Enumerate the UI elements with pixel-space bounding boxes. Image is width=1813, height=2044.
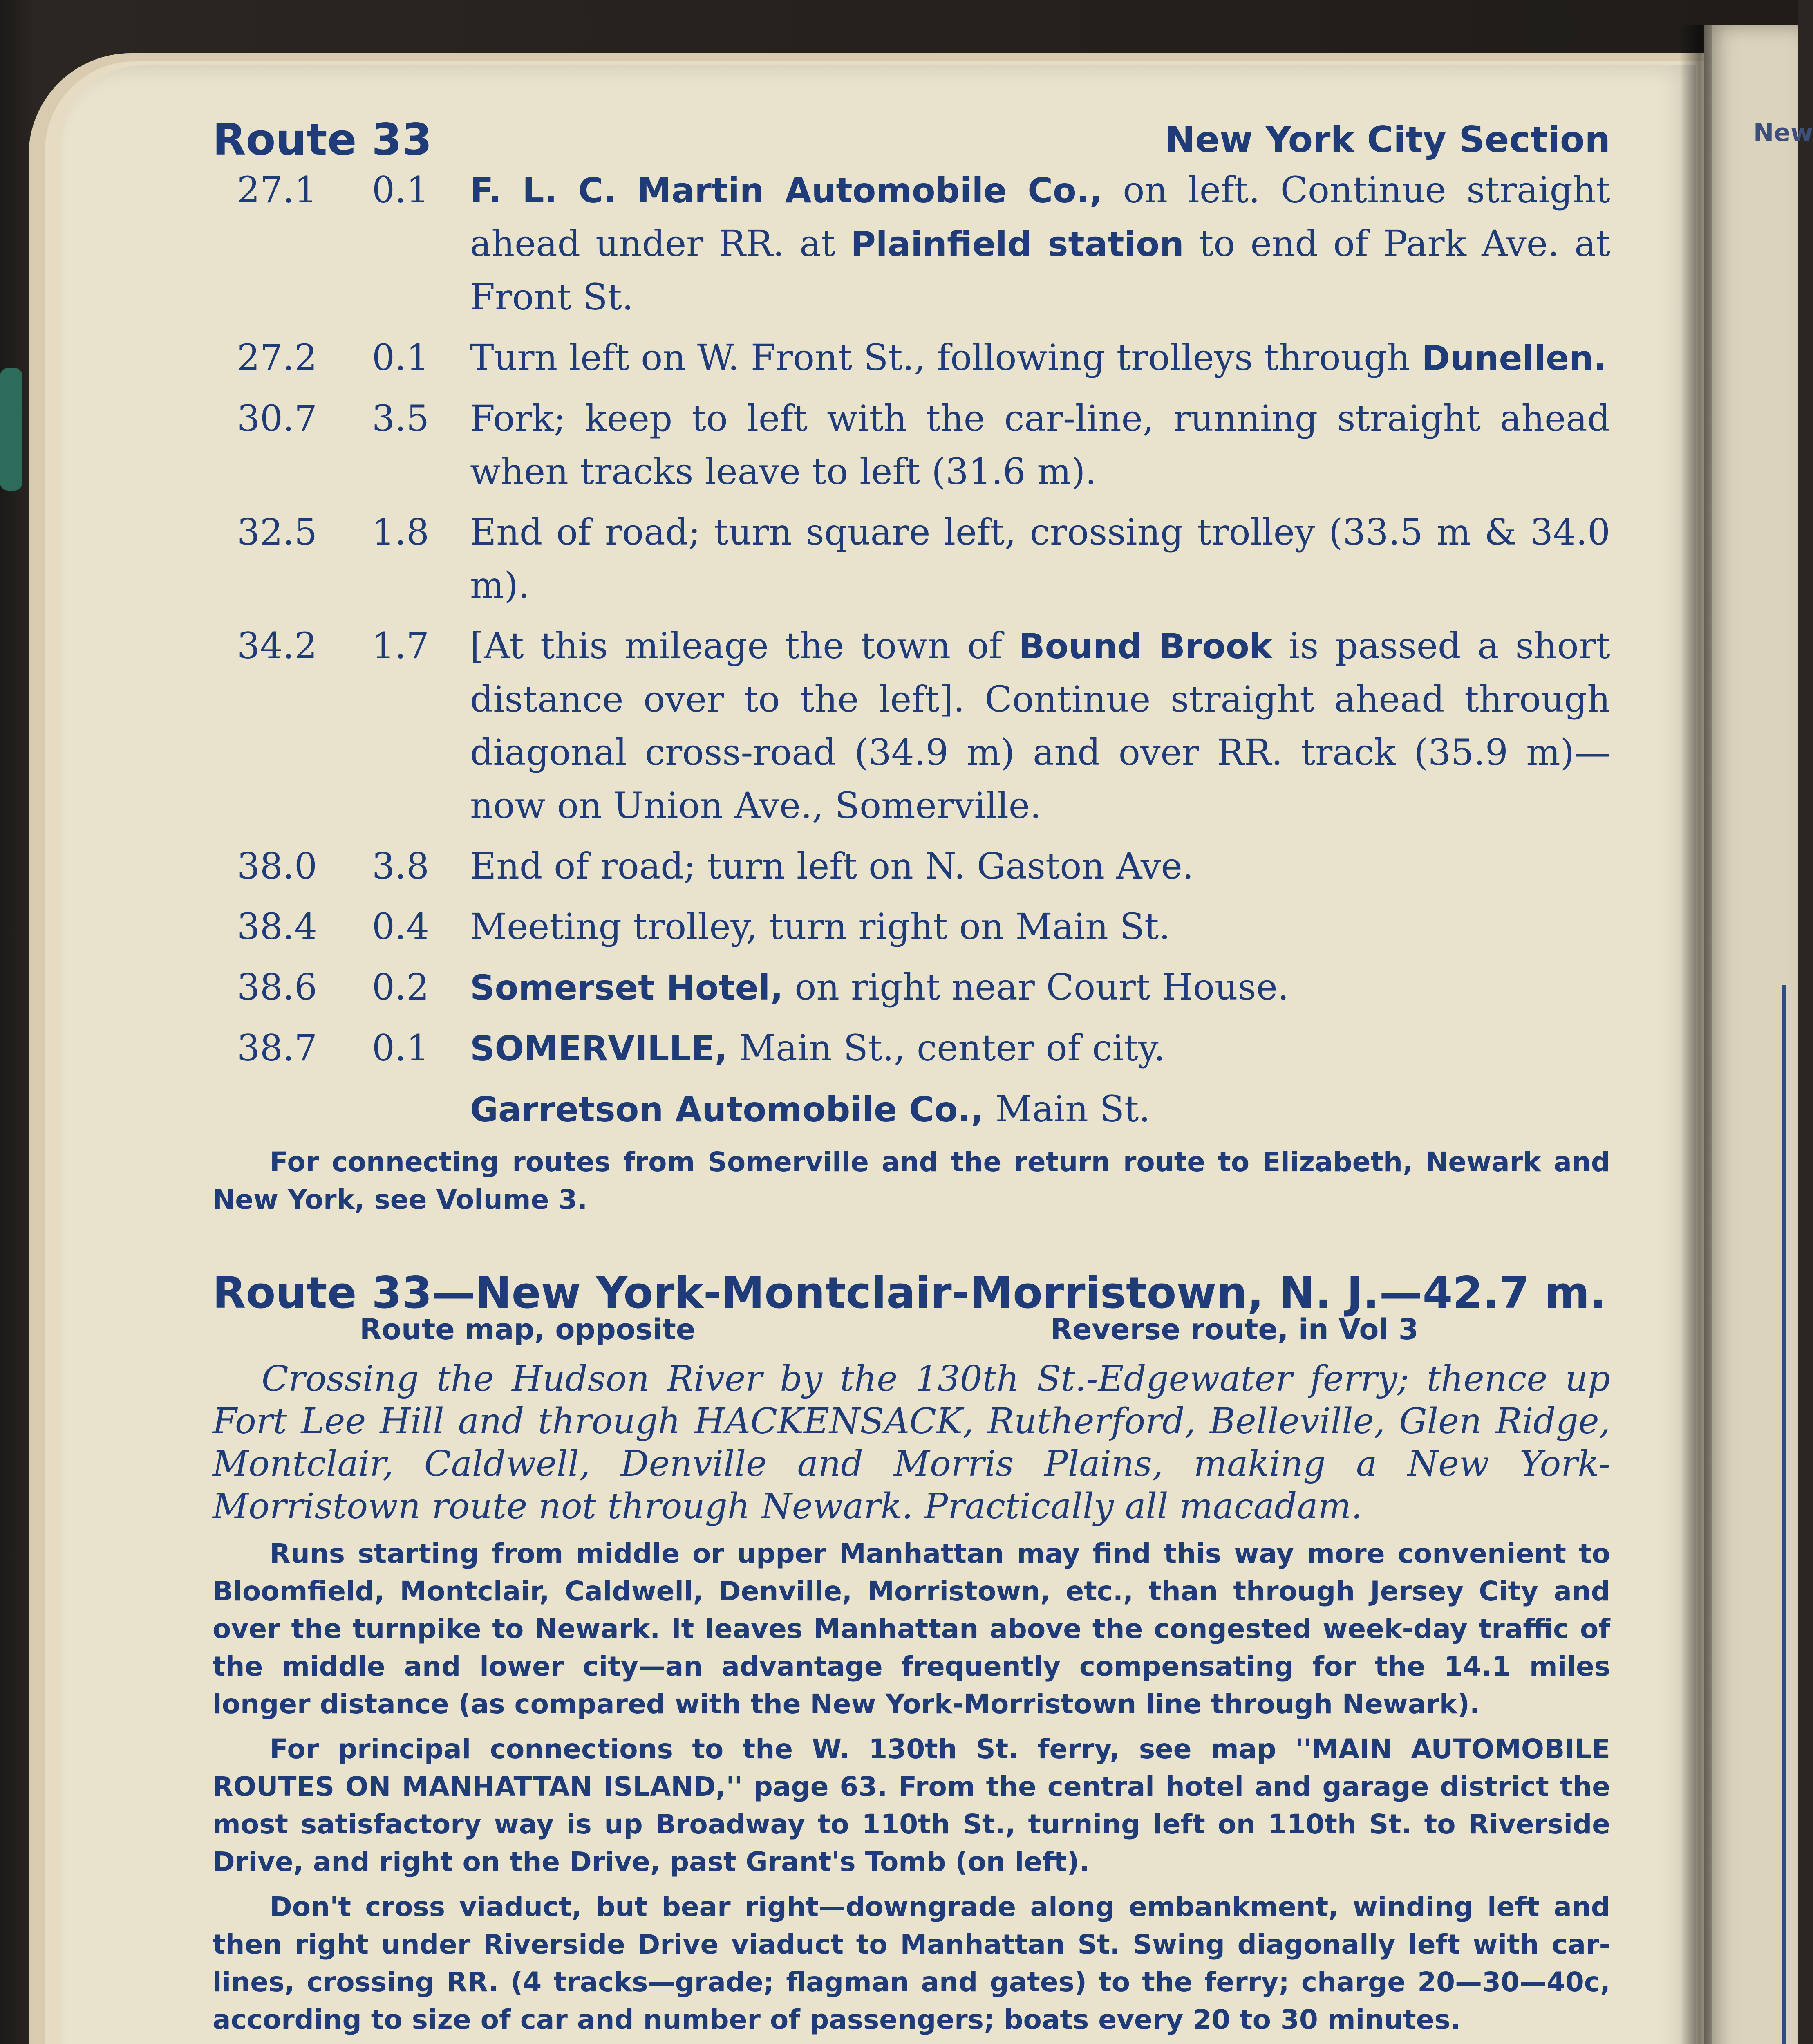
intermediate-mileage: 1.7 [372, 625, 429, 667]
intermediate-mileage: 0.2 [372, 966, 429, 1008]
total-mileage: 32.5 [237, 511, 317, 553]
connecting-routes-note: For connecting routes from Somerville and the return route to Elizabeth, Newark and New York, see Volume 3. [213, 1146, 1610, 1215]
entry-text: Turn left on W. Front St., following trolleys through Dunellen. [470, 336, 1607, 379]
route-entry [213, 840, 1610, 893]
entry-text: Somerset Hotel, on right near Court House. [470, 966, 1289, 1008]
route-entry [213, 900, 1610, 953]
route-entry [213, 164, 1610, 324]
route-entry [213, 1022, 1610, 1075]
paragraph: Runs starting from middle or upper Manhattan may find this way more convenient to Bloomfield, Montclair, Caldwell, Denville, Morristown, etc., than through Jersey City and over the turnpike to Newark. It leaves Manhattan above the congested week-day traffic of the middle and lower city—an advantage frequently compensating for the 14.1 miles longer distance (as compared with the New York-Morristown line through Newark). [213, 1538, 1610, 1720]
entry-text: [At this mileage the town of Bound Brook is passed a short distance over to the left]. Continue straight ahead through diagonal cross-road (34.9 m) and over RR. track (35.9 m)—now on Union Ave., Somerville. [470, 625, 1611, 827]
route-subheading [213, 1313, 1610, 1354]
total-mileage: 38.6 [237, 966, 317, 1008]
route-title-line [213, 1268, 1610, 1318]
intermediate-mileage: 3.5 [372, 397, 429, 439]
total-mileage: 30.7 [237, 397, 317, 439]
bookmark-ribbon [0, 368, 22, 491]
book-gutter [1680, 25, 1712, 2044]
entry-text: End of road; turn left on N. Gaston Ave. [470, 845, 1194, 887]
paragraph: Don't cross viaduct, but bear right—downgrade along embankment, winding left and then right under Riverside Drive viaduct to Manhattan St. Swing diagonally left with car-lines, crossing RR. (4 tracks—grade; flagman and gates) to the ferry; charge 20—30—40c, according to size of car and number of passengers; boats every 20 to 30 minutes. [213, 1891, 1610, 2035]
route-entry [213, 331, 1610, 385]
section-title: New York City Section [1165, 119, 1610, 161]
right-page-edge [1704, 25, 1813, 2044]
total-mileage: 27.1 [237, 169, 317, 211]
intermediate-mileage: 0.1 [372, 1027, 429, 1069]
route-intro: Crossing the Hudson River by the 130th St.-Edgewater ferry; thence up Fort Lee Hill and through HACKENSACK, Rutherford, Belleville, Glen Ridge, Montclair, Caldwell, Denville and Morris Plains, making a New York-Morristown route not through Newark. Practically all macadam. [213, 1358, 1610, 1527]
paragraph: For principal connections to the W. 130th St. ferry, see map ''MAIN AUTOMOBILE ROUTES ON MANHATTAN ISLAND,'' page 63. From the central hotel and garage district the most satisfactory way is up Broadway to 110th St., turning left on 110th St. to Riverside Drive, and right on the Drive, past Grant's Tomb (on left). [213, 1733, 1610, 1878]
intermediate-mileage: 0.4 [372, 905, 429, 948]
reverse-route-label: Reverse route, in Vol 3 [1050, 1313, 1419, 1346]
running-header [213, 110, 1610, 164]
entry-text: Garretson Automobile Co., Main St. [470, 1088, 1150, 1130]
route-entry [213, 506, 1610, 612]
entry-text: SOMERVILLE, Main St., center of city. [470, 1027, 1165, 1069]
intermediate-mileage: 0.1 [372, 336, 429, 379]
total-mileage: 38.7 [237, 1027, 317, 1069]
page-content [213, 110, 1610, 2044]
right-page-header-fragment: New [1753, 119, 1813, 147]
route-entry [213, 619, 1610, 832]
total-mileage: 27.2 [237, 336, 317, 379]
intermediate-mileage: 3.8 [372, 845, 429, 887]
entry-text: End of road; turn square left, crossing trolley (33.5 m & 34.0 m). [470, 511, 1610, 606]
right-page-map-border [1782, 985, 1786, 2044]
entry-text: Meeting trolley, turn right on Main St. [470, 905, 1171, 948]
total-mileage: 34.2 [237, 625, 317, 667]
entry-text: Fork; keep to left with the car-line, running straight ahead when tracks leave to left (31.6 m). [470, 397, 1610, 493]
route-entries-top [213, 164, 1610, 1136]
total-mileage: 38.0 [237, 845, 317, 887]
route-number-header: Route 33 [213, 114, 432, 165]
route-title: Route 33—New York-Montclair-Morristown, N. J.—42.7 m. [213, 1268, 1606, 1318]
intermediate-mileage: 0.1 [372, 169, 429, 211]
route-entry [213, 392, 1610, 498]
intermediate-mileage: 1.8 [372, 511, 429, 553]
entry-text: F. L. C. Martin Automobile Co., on left. Continue straight ahead under RR. at Plainfield station to end of Park Ave. at Front St. [470, 169, 1610, 318]
route-map-label: Route map, opposite [360, 1313, 696, 1346]
total-mileage: 38.4 [237, 905, 317, 948]
route-entry [213, 1083, 1610, 1136]
route-entry [213, 961, 1610, 1014]
